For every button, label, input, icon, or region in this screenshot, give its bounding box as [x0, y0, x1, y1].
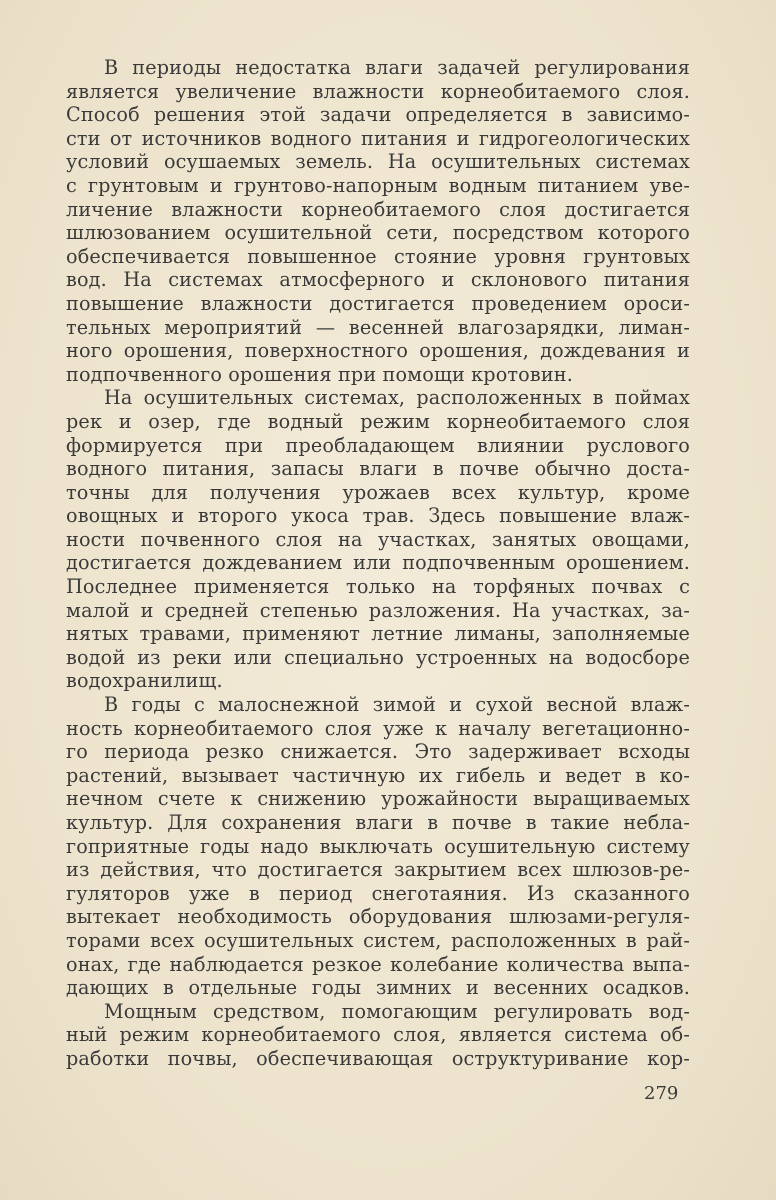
text-line: вытекает необходимость оборудования шлюзами-регуля- [66, 905, 690, 929]
text-line: В годы с малоснежной зимой и сухой весной влаж- [104, 693, 690, 717]
body-text [66, 56, 690, 1071]
text-line: ность корнеобитаемого слоя уже к началу вегетационно- [66, 716, 690, 740]
text-line: овощных и второго укоса трав. Здесь повышение влаж- [66, 504, 690, 528]
text-line: Мощным средством, помогающим регулировать вод- [104, 999, 690, 1023]
text-line: с грунтовым и грунтово-напорным водным питанием уве- [66, 173, 690, 197]
text-line: онах, где наблюдается резкое колебание количества выпа- [66, 952, 690, 976]
text-line: На осушительных системах, расположенных в поймах [104, 386, 690, 410]
paragraph-3 [66, 693, 690, 1000]
text-line: достигается дождеванием или подпочвенным орошением. [66, 551, 690, 575]
text-line: гоприятные годы надо выключать осушительную систему [66, 834, 690, 858]
text-line: го периода резко снижается. Это задерживает всходы [66, 740, 690, 764]
text-line: водного питания, запасы влаги в почве обычно доста- [66, 457, 690, 481]
paragraph-1 [66, 56, 690, 386]
text-line: ного орошения, поверхностного орошения, дождевания и [66, 339, 690, 363]
text-line: сти от источников водного питания и гидрогеологических [66, 126, 690, 150]
text-line: шлюзованием осушительной сети, посредством которого [66, 221, 690, 245]
text-line: культур. Для сохранения влаги в почве в такие небла- [66, 811, 690, 834]
text-line: личение влажности корнеобитаемого слоя достигается [66, 197, 690, 221]
text-line: подпочвенного орошения при помощи кротовин. [66, 362, 573, 386]
text-line: В периоды недостатка влаги задачей регулирования [104, 56, 690, 79]
text-line: дающих в отдельные годы зимних и весенних осадков. [66, 976, 690, 1000]
text-line: работки почвы, обеспечивающая оструктуривание кор- [66, 1046, 690, 1070]
text-line: Последнее применяется только на торфяных почвах с [66, 575, 690, 599]
text-line: водой из реки или специально устроенных на водосборе [66, 645, 690, 669]
text-line: ный режим корнеобитаемого слоя, является система об- [66, 1023, 690, 1047]
text-line: формируется при преобладающем влиянии руслового [66, 433, 690, 457]
text-line: Способ решения этой задачи определяется в зависимо- [66, 103, 690, 127]
text-line: вод. На системах атмосферного и склонового питания [66, 268, 690, 292]
text-line: нятых травами, применяют летние лиманы, заполняемые [66, 622, 690, 646]
text-line: условий осушаемых земель. На осушительных системах [66, 150, 690, 174]
paragraph-2 [66, 386, 690, 693]
text-line: точны для получения урожаев всех культур, кроме [66, 480, 690, 504]
text-line: гуляторов уже в период снеготаяния. Из сказанного [66, 881, 690, 905]
paragraph-4 [66, 1000, 690, 1071]
text-line: растений, вызывает частичную их гибель и ведет в ко- [66, 763, 690, 787]
text-line: рек и озер, где водный режим корнеобитаемого слоя [66, 409, 690, 433]
text-line: торами всех осушительных систем, расположенных в рай- [66, 928, 690, 952]
text-line: является увеличение влажности корнеобитаемого слоя. [66, 79, 690, 103]
text-line: ности почвенного слоя на участках, занятых овощами, [66, 527, 690, 551]
text-line: обеспечивается повышенное стояние уровня грунтовых [66, 244, 690, 268]
text-line: из действия, что достигается закрытием всех шлюзов-ре- [66, 858, 690, 882]
page-number: 279 [644, 1083, 679, 1104]
text-line: водохранилищ. [66, 669, 223, 693]
text-line: тельных мероприятий — весенней влагозарядки, лиман- [66, 315, 690, 339]
text-line: малой и средней степенью разложения. На участках, за- [66, 598, 690, 622]
text-line: повышение влажности достигается проведением ороси- [66, 291, 690, 315]
text-line: нечном счете к снижению урожайности выращиваемых [66, 787, 690, 811]
